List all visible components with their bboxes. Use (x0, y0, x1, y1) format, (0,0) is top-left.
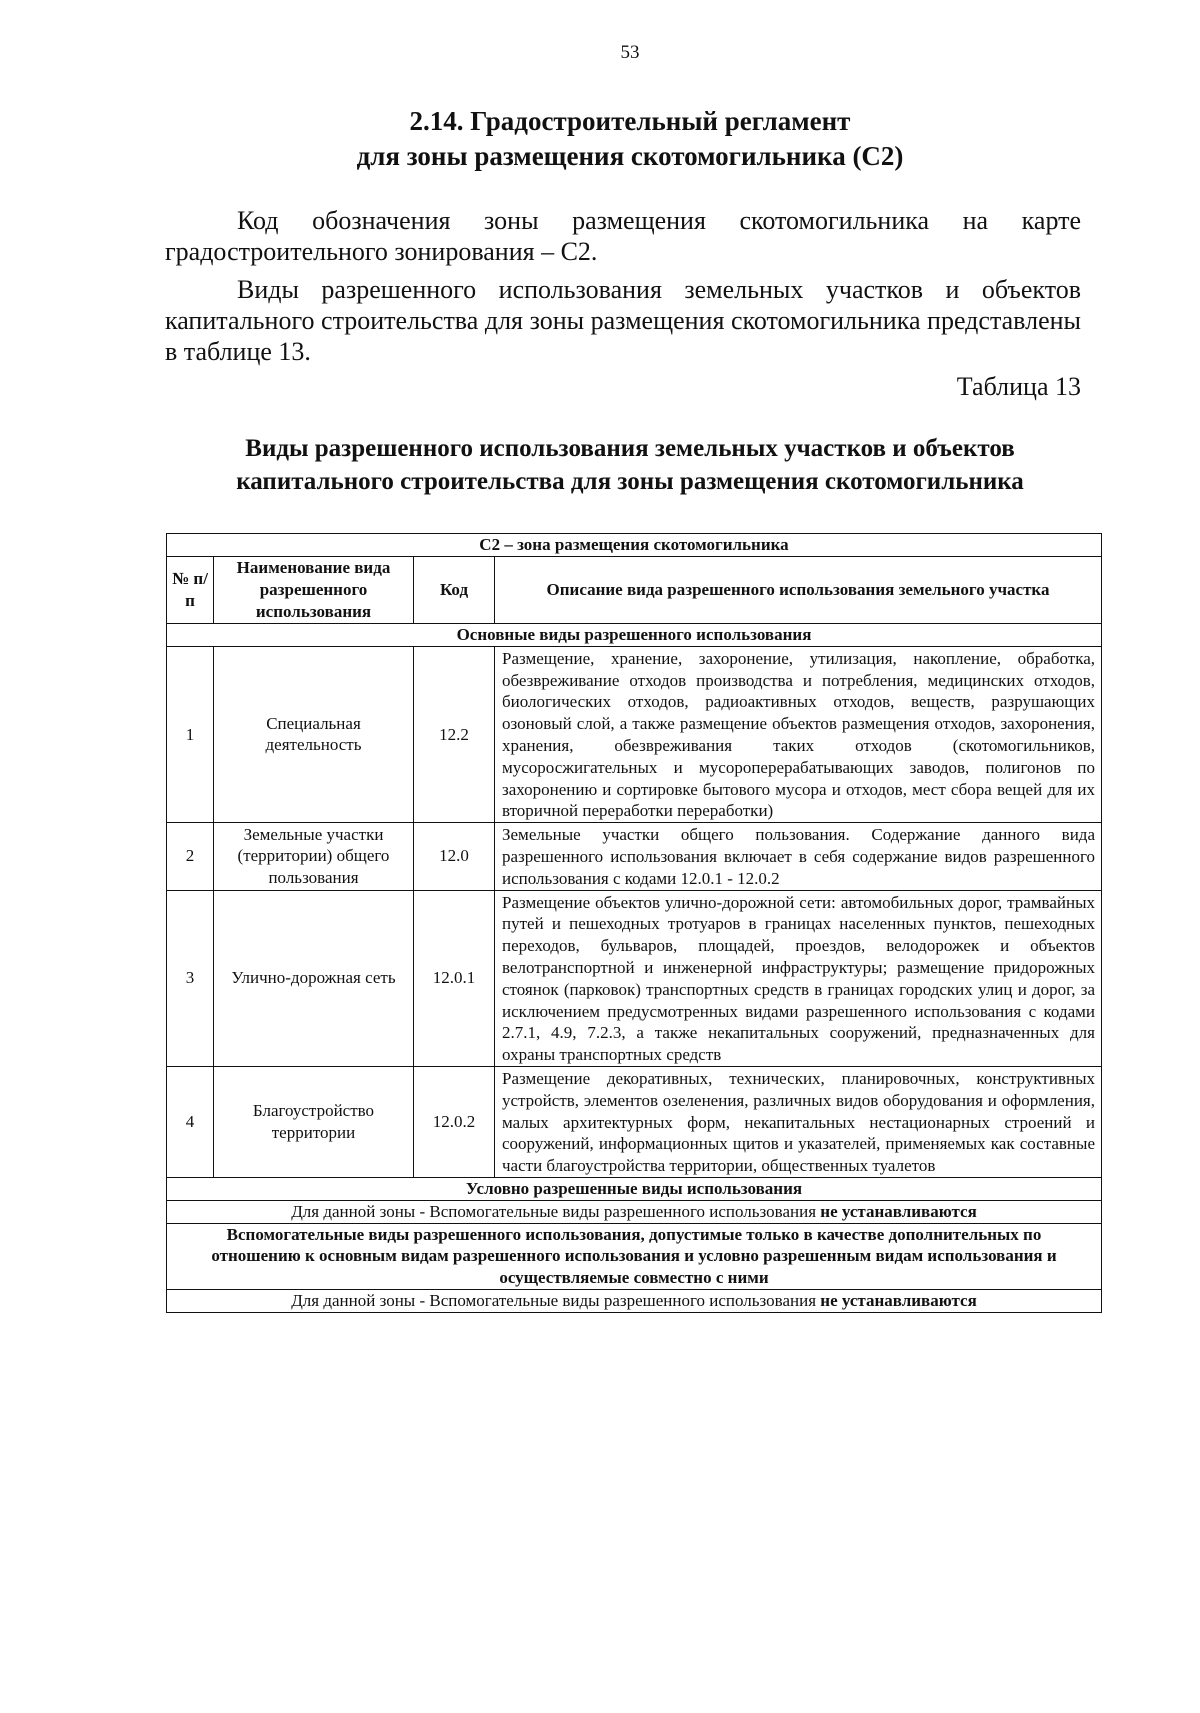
table-title-line-1: Виды разрешенного использования земельных участков и объектов (245, 435, 1015, 462)
auxiliary-section-cell: Вспомогательные виды разрешенного использования, допустимые только в качестве дополнительных по отношению к основным видам разрешенного использования и условно разрешенным видам использования и осуществляемые совместно с ними (167, 1223, 1102, 1289)
table-title (150, 432, 1110, 498)
row-description: Земельные участки общего пользования. Содержание данного вида разрешенного использования включает в себя содержание видов разрешенного использования с кодами 12.0.1 - 12.0.2 (495, 823, 1102, 890)
permitted-uses-table (166, 533, 1102, 1313)
column-header-row (167, 557, 1102, 624)
main-section-row (167, 624, 1102, 647)
column-header-description: Описание вида разрешенного использования земельного участка (495, 557, 1102, 624)
row-description: Размещение, хранение, захоронение, утилизация, накопление, обработка, обезвреживание отходов производства и потребления, медицинских отходов, биологических отходов, радиоактивных отходов, веществ, разрушающих озоновый слой, а также размещение объектов размещения отходов, захоронения, хранения, обезвреживания таких отходов (скотомогильников, мусоросжигательных и мусороперерабатывающих заводов, полигонов по захоронению и сортировке бытового мусора и отходов, мест сбора вещей для их вторичной переработки переработки) (495, 646, 1102, 822)
table-row (167, 646, 1102, 822)
row-name: Специальная деятельность (214, 646, 414, 822)
conditional-note-row (167, 1200, 1102, 1223)
section-heading (0, 104, 1200, 174)
conditional-section-cell: Условно разрешенные виды использования (167, 1177, 1102, 1200)
zone-header-cell: С2 – зона размещения скотомогильника (167, 534, 1102, 557)
row-code: 12.0.2 (414, 1066, 495, 1177)
page-number: 53 (620, 42, 640, 63)
conditional-note-text: Для данной зоны - Вспомогательные виды разрешенного использования (291, 1201, 821, 1221)
auxiliary-note-emphasis: не устанавливаются (820, 1290, 977, 1310)
section-heading-line-2: для зоны размещения скотомогильника (С2) (356, 141, 904, 171)
table-row (167, 823, 1102, 890)
conditional-note-emphasis: не устанавливаются (820, 1201, 977, 1221)
row-name: Улично-дорожная сеть (214, 890, 414, 1066)
table-title-line-2: капитального строительства для зоны размещения скотомогильника (236, 468, 1024, 495)
row-description: Размещение объектов улично-дорожной сети: автомобильных дорог, трамвайных путей и пешеходных тротуаров в границах населенных пунктов, пешеходных переходов, бульваров, площадей, проездов, велодорожек и объектов велотранспортной и инженерной инфраструктуры; размещение придорожных стоянок (парковок) транспортных средств в границах городских улиц и дорог, за исключением предусмотренных видами разрешенного использования с кодами 2.7.1, 4.9, 7.2.3, а также некапитальных сооружений, предназначенных для охраны транспортных средств (495, 890, 1102, 1066)
row-name: Земельные участки (территории) общего пользования (214, 823, 414, 890)
table-row (167, 890, 1102, 1066)
row-number: 4 (167, 1066, 214, 1177)
table-row (167, 1066, 1102, 1177)
row-number: 1 (167, 646, 214, 822)
auxiliary-note-cell (167, 1289, 1102, 1312)
row-code: 12.2 (414, 646, 495, 822)
main-section-cell: Основные виды разрешенного использования (167, 624, 1102, 647)
row-code: 12.0 (414, 823, 495, 890)
paragraph-zone-code-text: Код обозначения зоны размещения скотомогильника на карте градостроительного зонирования – С2. (165, 206, 1081, 266)
paragraph-permitted-uses-text: Виды разрешенного использования земельных участков и объектов капитального строительства для зоны размещения скотомогильника представлены в таблице 13. (165, 275, 1081, 366)
auxiliary-note-row (167, 1289, 1102, 1312)
table-number: Таблица 13 (956, 372, 1081, 401)
column-header-name: Наименование вида разрешенного использования (214, 557, 414, 624)
row-number: 2 (167, 823, 214, 890)
row-number: 3 (167, 890, 214, 1066)
section-heading-line-1: 2.14. Градостроительный регламент (409, 106, 851, 136)
auxiliary-note-text: Для данной зоны - Вспомогательные виды разрешенного использования (291, 1290, 821, 1310)
conditional-note-cell (167, 1200, 1102, 1223)
column-header-code: Код (414, 557, 495, 624)
zone-header-row (167, 534, 1102, 557)
paragraph-permitted-uses (165, 274, 1081, 367)
paragraph-zone-code (165, 205, 1081, 267)
conditional-section-row (167, 1177, 1102, 1200)
column-header-num: № п/п (167, 557, 214, 624)
auxiliary-section-row (167, 1223, 1102, 1289)
row-code: 12.0.1 (414, 890, 495, 1066)
row-description: Размещение декоративных, технических, планировочных, конструктивных устройств, элементов озеленения, различных видов оборудования и оформления, малых архитектурных форм, некапитальных нестационарных строений и сооружений, информационных щитов и указателей, применяемых как составные части благоустройства территории, общественных туалетов (495, 1066, 1102, 1177)
row-name: Благоустройство территории (214, 1066, 414, 1177)
